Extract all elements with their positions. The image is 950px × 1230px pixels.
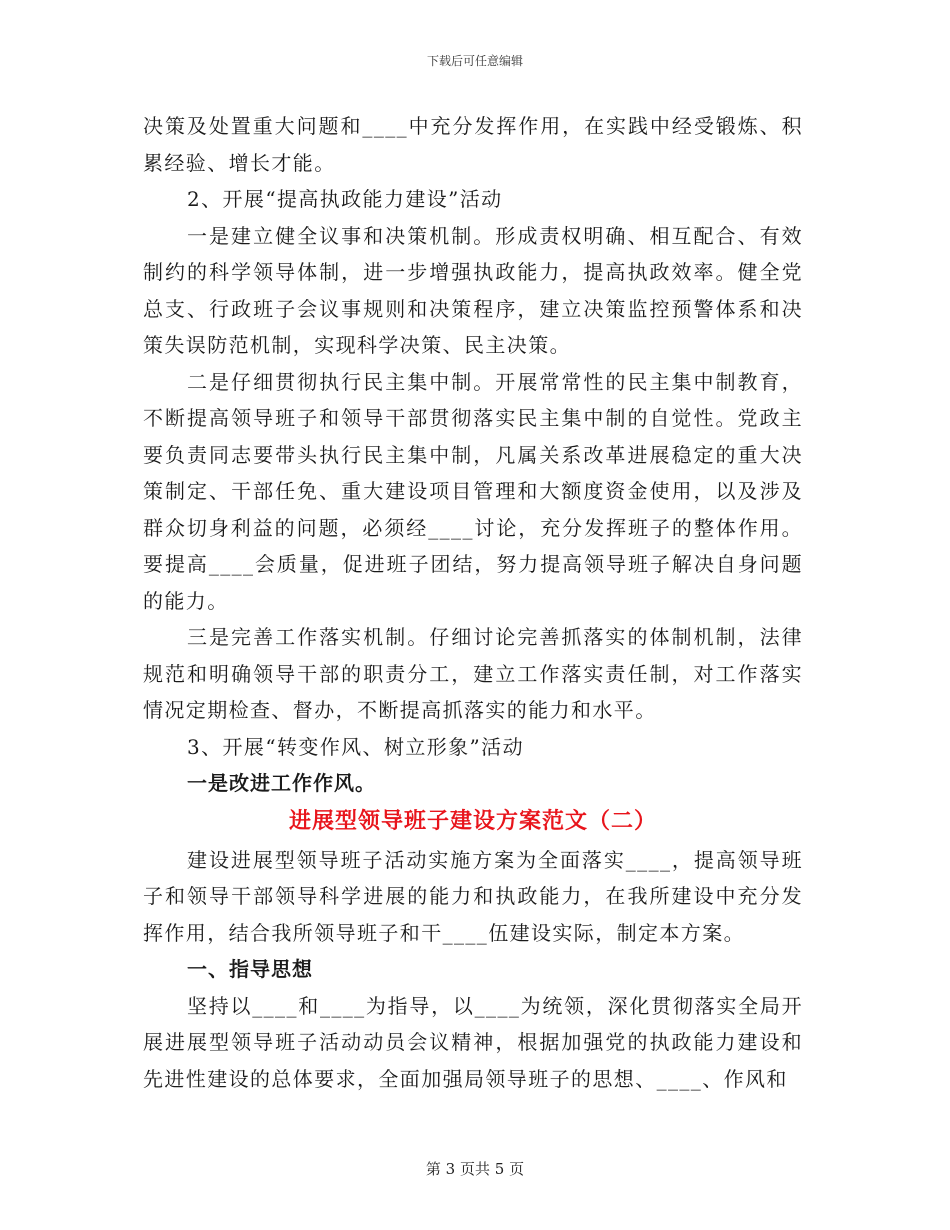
paragraph-intro: 建设进展型领导班子活动实施方案为全面落实____，提高领导班子和领导干部领导科学进展的能力和执政能力，在我所建设中充分发挥作用，结合我所领导班子和干____伍建设实际，制定本方案。 [143,847,803,945]
paragraph-work-implementation: 三是完善工作落实机制。仔细讨论完善抓落实的体制机制，法律规范和明确领导干部的职责分工，建立工作落实责任制，对工作落实情况定期检查、督办，不断提高抓落实的能力和水平。 [143,625,803,722]
bold-subheading: 一是改进工作作风。 [187,771,376,795]
header-note: 下载后可任意编辑 [426,54,523,68]
paragraph-continuation: 决策及处置重大问题和____中充分发挥作用，在实践中经受锻炼、积累经验、增长才能。 [143,114,803,175]
paragraph-guiding-ideology: 坚持以____和____为指导，以____为统领，深化贯彻落实全局开展进展型领导班子活动动员会议精神，根据加强党的执政能力建设和先进性建设的总体要求，全面加强局领导班子的思想、____、作风和 [143,993,803,1091]
document-body [143,108,803,1097]
section-heading-2: 2、开展“提高执政能力建设”活动 [187,187,503,211]
paragraph-decision-mechanism: 一是建立健全议事和决策机制。形成责权明确、相互配合、有效制约的科学领导体制，进一步增强执政能力，提高执政效率。健全党总支、行政班子会议事规则和决策程序，建立决策监控预警体系和决策失误防范机制，实现科学决策、民主决策。 [143,223,803,357]
section-heading-guiding-ideology: 一、指导思想 [187,957,313,981]
document-title: 进展型领导班子建设方案范文（二） [288,808,657,834]
page-number: 第 3 页共 5 页 [425,1160,525,1178]
paragraph-democratic-centralism: 二是仔细贯彻执行民主集中制。开展常常性的民主集中制教育，不断提高领导班子和领导干部贯彻落实民主集中制的自觉性。党政主要负责同志要带头执行民主集中制，凡属关系改革进展稳定的重大决策制定、干部任免、重大建设项目管理和大额度资金使用，以及涉及群众切身利益的问题，必须经____讨论，充分发挥班子的整体作用。要提高____会质量，促进班子团结，努力提高领导班子解决自身问题的能力。 [143,369,803,613]
section-heading-3: 3、开展“转变作风、树立形象”活动 [187,734,524,759]
